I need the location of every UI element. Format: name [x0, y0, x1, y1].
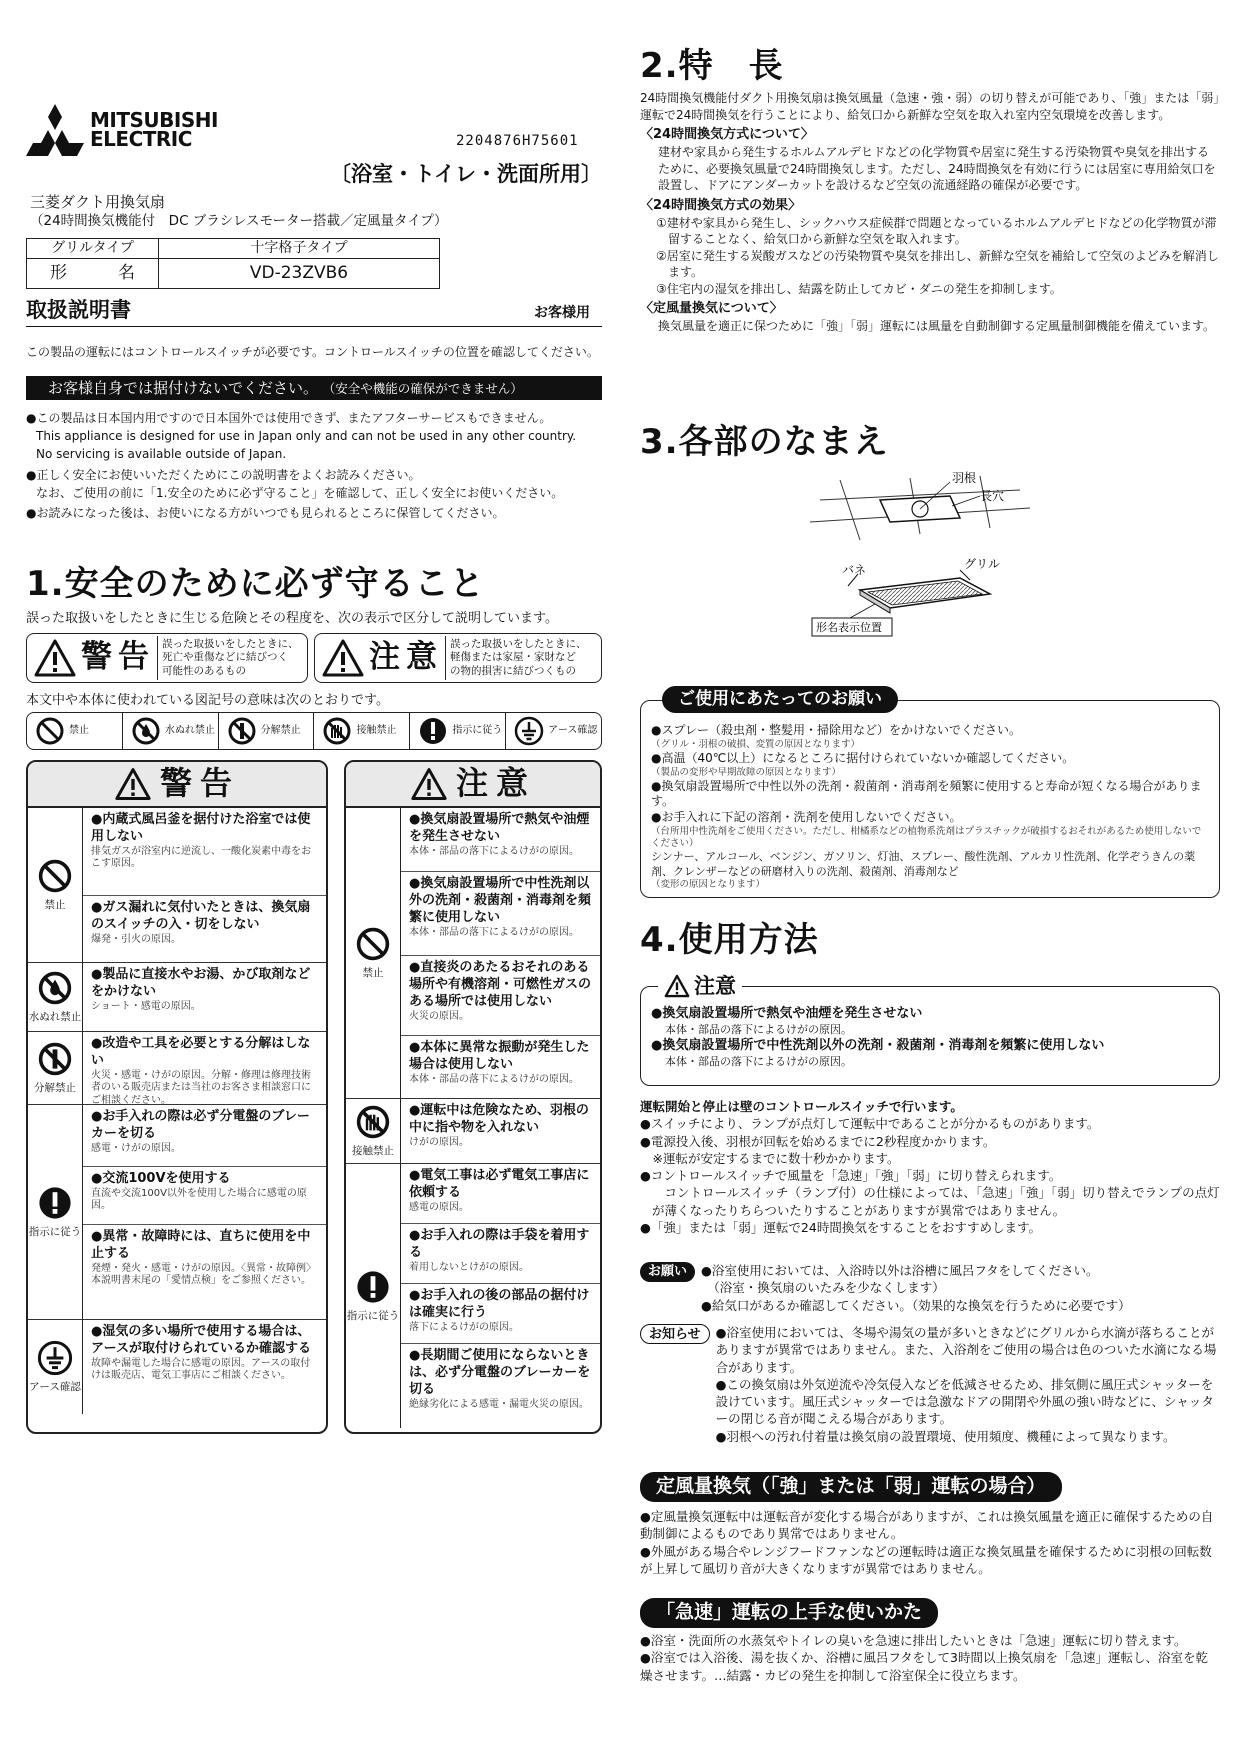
- group-symbol: [28, 1105, 83, 1319]
- group-symbol: [28, 1320, 83, 1414]
- product-subtitle: （24時間換気機能付 DC ブラシレスモーター搭載／定風量タイプ）: [30, 213, 448, 229]
- item-text: ●お手入れの際は手袋を着用する: [409, 1228, 590, 1260]
- install-warning: お客様自身では据付けないでください。: [48, 379, 319, 397]
- note-item: ●お読みになった後は、お使いになる方がいつでも見られるところに保管してください。: [26, 505, 505, 520]
- parts-diagram: [800, 470, 1040, 650]
- item-note: 絶縁劣化による感電・漏電火災の原因。: [409, 1398, 589, 1410]
- no-disassembly-icon: [37, 1041, 73, 1077]
- info-line: ●この換気扇は外気逆流や冷気侵入などを低減させるため、排気側に風圧式シャッターを設けています。風圧式シャッターでは急激なドアの開閉や外風の強い時などに、シャッターの閉じる音が聞こえる場合があります。: [715, 1376, 1214, 1427]
- effect-heading: 〈24時間換気方式の効果〉: [640, 197, 802, 213]
- constant-text: 換気風量を適正に保つために「強」「弱」運転には風量を自動制御する定風量制御機能を備えています。: [658, 319, 1216, 334]
- caution-item: [401, 1344, 600, 1428]
- note-item: ●正しく安全にお使いいただくためにこの説明書をよくお読みください。: [26, 467, 421, 482]
- spec-row: [27, 239, 440, 259]
- operation-heading: 運転開始と停止は壁のコントロールスイッチで行います。: [640, 1099, 963, 1114]
- item-note: 本体・部品の落下によるけがの原因。: [409, 845, 579, 857]
- item-text: ●製品に直接水やお湯、かび取剤などをかけない: [91, 967, 311, 999]
- item-text: ●改造や工具を必要とする分解はしない: [91, 1036, 311, 1068]
- warning-panel-title: 警告: [159, 764, 240, 803]
- item-note: 爆発・引火の原因。: [91, 933, 181, 945]
- group-symbol: [346, 1099, 401, 1163]
- usage-caution-label: [658, 972, 742, 1000]
- section-3-title: 3.各部のなまえ: [640, 422, 889, 462]
- group-symbol-label: 指示に従う: [28, 1225, 82, 1238]
- warning-item: [83, 1105, 326, 1167]
- item-note: 着用しないとけがの原因。: [409, 1261, 529, 1273]
- rapid-mode-title: 「急速」運転の上手な使いかた: [640, 1598, 938, 1628]
- info-pill: お知らせ: [640, 1324, 710, 1344]
- earth-icon: [37, 1340, 73, 1376]
- caution-item: [401, 808, 600, 872]
- symbol-no-water: [123, 713, 219, 749]
- request-subline: （グリル・羽根の破損、変質の原因となります）: [651, 738, 861, 750]
- rapid-mode-line: ●浴室・洗面所の水蒸気やトイレの臭いを急速に排出したいときは「急速」運転に切り替えます。: [640, 1633, 1187, 1648]
- request-line: ●換気扇設置場所で中性以外の洗剤・殺菌剤・消毒剤を頻繁に使用すると寿命が短くなる場合があります。: [651, 778, 1202, 809]
- notes-list: [26, 410, 602, 523]
- item-note: 落下によるけがの原因。: [409, 1321, 519, 1333]
- constant-flow-line: ●外風がある場合やレンジフードファンなどの運転時は適正な換気風量を確保するために羽根の回転数が上昇して風切り音が大きくなりますが異常ではありません。: [640, 1543, 1212, 1576]
- instruction-icon: [418, 716, 448, 746]
- request-title: ご使用にあたってのお願い: [662, 686, 898, 713]
- item-text: ●換気扇設置場所で中性洗剤以外の洗剤・殺菌剤・消毒剤を頻繁に使用しない: [409, 876, 592, 925]
- label-slot: 長穴: [980, 489, 1005, 503]
- group-symbol-label: 接触禁止: [352, 1144, 394, 1157]
- warning-item: [83, 963, 326, 1031]
- caution-item: [401, 956, 600, 1036]
- warning-description: [157, 636, 299, 680]
- symbol-lead: 本文中や本体に使われている図記号の意味は次のとおりです。: [26, 693, 389, 708]
- item-text: ●お手入れの際は必ず分電盤のブレーカーを切る: [91, 1109, 310, 1141]
- symbol-label: 水ぬれ禁止: [164, 725, 215, 737]
- brand-line-2: ELECTRIC: [90, 127, 192, 151]
- caution-triangle-icon: [664, 974, 690, 998]
- group-symbol: [346, 808, 401, 1098]
- warning-item: [83, 808, 326, 896]
- item-text: ●電気工事は必ず電気工事店に依頼する: [409, 1168, 590, 1200]
- group-symbol-label: 禁止: [362, 966, 384, 979]
- caution-legend: [314, 633, 602, 683]
- group-symbol-label: 禁止: [44, 898, 66, 911]
- symbol-legend-row: [26, 712, 602, 750]
- request-note-line: （浴室・換気扇のいたみを少なくします）: [701, 1280, 945, 1296]
- request-note-line: ●給気口があるか確認してください。（効果的な換気を行うために必要です）: [701, 1297, 1131, 1313]
- symbol-label: 禁止: [69, 725, 89, 737]
- item-note: 火災の原因。: [409, 1010, 469, 1022]
- no-touch-icon: [355, 1104, 391, 1140]
- group-symbol-label: 指示に従う: [346, 1309, 400, 1322]
- item-note: 発煙・発火・感電・けがの原因。〈異常・故障例〉本説明書末尾の「愛情点検」をご参照ください。: [91, 1262, 316, 1287]
- warning-group: [28, 1320, 326, 1414]
- warning-item: [83, 1320, 326, 1414]
- group-symbol: [28, 1032, 83, 1104]
- note-item: No servicing is available outside of Japan.: [36, 447, 287, 462]
- brand-logo: [26, 104, 218, 156]
- group-symbol-label: 分解禁止: [34, 1081, 76, 1094]
- note-item: なお、ご使用の前に「1.安全のために必ず守ること」を確認して、正しく安全にお使いください。: [36, 485, 564, 500]
- spec-label: グリルタイプ: [27, 239, 159, 259]
- warning-item: [83, 896, 326, 962]
- warning-desc-line: 可能性のあるもの: [162, 664, 246, 677]
- manual-title: 取扱説明書: [26, 298, 131, 322]
- effect-item: ②居室に発生する炭酸ガスなどの汚染物質や臭気を排出し、新鮮な空気を補給して空気のよどみを解消します。: [656, 248, 1219, 280]
- symbol-label: 指示に従う: [452, 725, 503, 737]
- item-text: ●異常・故障時には、直ちに使用を中止する: [91, 1229, 311, 1261]
- brand-line-1: MITSUBISHI: [90, 108, 218, 132]
- caution-item: ●換気扇設置場所で中性洗剤以外の洗剤・殺菌剤・消毒剤を頻繁に使用しない: [651, 1038, 1105, 1054]
- warning-group: [28, 963, 326, 1032]
- header-divider: [26, 326, 602, 327]
- section-4-title: 4.使用方法: [640, 920, 819, 960]
- info-line: ●浴室使用においては、冬場や湯気の量が多いときなどにグリルから水滴が落ちることがありますが異常ではありません。また、入浴剤をご使用の場合は色のついた水滴になる場合があります。: [715, 1325, 1217, 1375]
- request-line: ●高温（40℃以上）になるところに据付けられていないか確認してください。: [651, 750, 1075, 765]
- document-code: 2204876H75601: [456, 133, 579, 149]
- constant-flow-text: [640, 1508, 1220, 1577]
- symbol-no-touch: [314, 713, 410, 749]
- item-text: ●直接炎のあたるおそれのある場所や有機溶剤・可燃性ガスのある場所では使用しない: [409, 960, 592, 1009]
- spec-table: [26, 238, 440, 289]
- warning-legend: [26, 633, 308, 683]
- effect-item: ③住宅内の湿気を排出し、結露を防止してカビ・ダニの発生を抑制します。: [656, 281, 1062, 296]
- caution-word: 注意: [369, 639, 443, 676]
- spec-row: [27, 259, 440, 289]
- usage-caution-box: [640, 986, 1220, 1086]
- caution-desc-line: 誤った取扱いをしたときに、: [450, 638, 587, 651]
- prohibit-icon: [355, 926, 391, 962]
- item-note: 排気ガスが浴室内に逆流し、一酸化炭素中毒をおこす原因。: [91, 845, 311, 870]
- label-grille: グリル: [964, 557, 1001, 571]
- caution-desc-line: の物的損害に結びつくもの: [450, 664, 576, 677]
- install-warning-sub: （安全や機能の確保ができません）: [322, 381, 523, 396]
- item-text: ●長期間ご使用にならないときは、必ず分電盤のブレーカーを切る: [409, 1348, 591, 1397]
- rapid-mode-text: [640, 1632, 1220, 1684]
- no-water-icon: [37, 970, 73, 1006]
- warning-item: [83, 1032, 326, 1104]
- label-blade: 羽根: [952, 471, 977, 485]
- warning-item: [83, 1225, 326, 1319]
- group-symbol: [346, 1164, 401, 1428]
- operation-line: ●「強」または「弱」運転で24時間換気をすることをおすすめします。: [640, 1219, 1041, 1235]
- group-symbol: [28, 963, 83, 1031]
- symbol-no-disassembly: [219, 713, 315, 749]
- symbol-label: アース確認: [548, 725, 598, 737]
- constant-flow-line: ●定風量換気運転中は運転音が変化する場合がありますが、これは換気風量を適正に確保するための自動制御によるものであり異常ではありません。: [640, 1509, 1214, 1542]
- caution-item: [401, 872, 600, 956]
- operation-text: [640, 1098, 1220, 1236]
- item-note: ショート・感電の原因。: [91, 1000, 201, 1012]
- earth-icon: [514, 716, 544, 746]
- item-text: ●ガス漏れに気付いたときは、換気扇のスイッチの入・切をしない: [91, 900, 311, 932]
- features-intro: 24時間換気機能付ダクト用換気扇は換気風量（急速・強・弱）の切り替えが可能であり、「強」または「弱」運転で24時間換気を行うことにより、給気口から新鮮な空気を取入れ室内空気環境を改善します。: [640, 91, 1220, 122]
- item-note: 本体・部品の落下によるけがの原因。: [409, 926, 579, 938]
- warning-panel: [26, 760, 328, 1434]
- symbol-prohibit: [27, 713, 123, 749]
- caution-description: [445, 636, 587, 680]
- request-subline: （台所用中性洗剤をご使用ください。ただし、柑橘系などの植物系洗剤はプラスチックが破損するおそれがあるため使用しないでください）: [651, 825, 1202, 849]
- caution-panel: [344, 760, 602, 1434]
- item-note: 感電の原因。: [409, 1201, 469, 1213]
- caution-item: [401, 1036, 600, 1098]
- usage-label: 〔浴室・トイレ・洗面所用〕: [330, 162, 602, 186]
- prohibit-icon: [35, 716, 65, 746]
- prohibit-icon: [37, 858, 73, 894]
- label-nameplate: 形名表示位置: [816, 621, 882, 634]
- spec-value: 十字格子タイプ: [159, 239, 440, 259]
- caution-desc-line: 軽傷または家屋・家財など: [450, 651, 576, 664]
- instruction-icon: [355, 1269, 391, 1305]
- label-spring: バネ: [842, 563, 867, 577]
- rapid-mode-line: ●浴室では入浴後、湯を抜くか、浴槽に風呂フタをして3時間以上換気扇を「急速」運転し、浴室を乾燥させます。…結露・カビの発生を抑制して浴室保全に役立ちます。: [640, 1650, 1208, 1683]
- group-symbol-label: 水ぬれ禁止: [28, 1010, 82, 1023]
- warning-panel-header: [28, 762, 326, 808]
- no-touch-icon: [322, 716, 352, 746]
- caution-group: [346, 808, 600, 1099]
- symbol-label: 分解禁止: [260, 725, 301, 737]
- caution-item: [401, 1099, 600, 1163]
- warning-triangle-icon: [33, 638, 77, 678]
- warning-item: [83, 1167, 326, 1225]
- request-subline: （製品の変形や早期故障の原因となります）: [651, 766, 842, 778]
- item-text: ●換気扇設置場所で熱気や油煙を発生させない: [409, 812, 590, 844]
- operation-line: ※運転が安定するまでに数十秒かかります。: [640, 1150, 900, 1166]
- symbol-instruction: [410, 713, 506, 749]
- method-text: 建材や家具から発生するホルムアルデヒドなどの化学物質や居室に発生する汚染物質や臭気を排出するために、必要換気風量で24時間換気します。ただし、24時間換気を有効に行うには居室に専用給気口を設置し、ドアにアンダーカットを設けるなど空気の流通経路の確保が必要です。: [658, 145, 1216, 193]
- caution-label-text: 注意: [694, 974, 736, 998]
- request-notes: [640, 1262, 1220, 1314]
- section-2-title: 2.特 長: [640, 46, 784, 86]
- warning-word: 警告: [81, 639, 155, 676]
- section-1-title: 1.安全のために必ず守ること: [26, 564, 485, 604]
- instruction-icon: [37, 1185, 73, 1221]
- request-box: [640, 700, 1220, 898]
- group-symbol: [28, 808, 83, 962]
- item-note: 故障や漏電した場合に感電の原因。アースの取付けは販売店、電気工事店にご相談ください。: [91, 1357, 311, 1382]
- warning-group: [28, 808, 326, 963]
- operation-line: ●スイッチにより、ランプが点灯して運転中であることが分かるものがあります。: [640, 1116, 1100, 1132]
- method-heading: 〈24時間換気方式について〉: [640, 127, 814, 143]
- caution-triangle-icon: [410, 767, 448, 801]
- caution-panel-header: [346, 762, 600, 808]
- constant-flow-title: 定風量換気（「強」または「弱」運転の場合）: [640, 1472, 1062, 1502]
- item-text: ●本体に異常な振動が発生した場合は使用しない: [409, 1040, 590, 1072]
- warning-desc-line: 誤った取扱いをしたときに、: [162, 638, 299, 651]
- operation-line: コントロールスイッチ（ランプ付）の仕様によっては、「急速」「強」「弱」切り替えでランプの点灯が薄くなったりちらついたりすることがありますが異常ではありません。: [652, 1185, 1220, 1218]
- caution-group: [346, 1164, 600, 1428]
- request-line: シンナー、アルコール、ベンジン、ガソリン、灯油、スプレー、酸性洗剤、アルカリ性洗剤、化学ぞうきんの薬剤、クレンザーなどの研磨材入りの洗剤、殺菌剤、消毒剤など: [651, 850, 1196, 878]
- item-text: ●運転中は危険なため、羽根の中に指や物を入れない: [409, 1103, 589, 1135]
- caution-item: [401, 1284, 600, 1344]
- info-notes: [640, 1324, 1220, 1445]
- product-title: 三菱ダクト用換気扇: [30, 193, 166, 211]
- item-note: 感電・けがの原因。: [91, 1142, 181, 1154]
- section-2-body: [640, 90, 1220, 335]
- install-warning-bar: [26, 376, 602, 400]
- item-note: 火災・感電・けがの原因。分解・修理は修理技術者のいる販売店または当社のお客さま相談窓口にご相談ください。: [91, 1069, 311, 1106]
- item-note: 本体・部品の落下によるけがの原因。: [409, 1073, 579, 1085]
- info-line: ●羽根への汚れ付着量は換気扇の設置環境、使用頻度、機種によって異なります。: [715, 1428, 1176, 1444]
- request-subline: （変形の原因となります）: [651, 878, 766, 890]
- group-symbol-label: アース確認: [29, 1380, 81, 1393]
- symbol-earth: [506, 713, 601, 749]
- request-pill: お願い: [640, 1262, 695, 1282]
- effect-item: ①建材や家具から発生し、シックハウス症候群で問題となっているホルムアルデヒドなどの化学物質が滞留することなく、給気口から新鮮な空気を取入れます。: [656, 215, 1217, 247]
- caution-group: [346, 1099, 600, 1164]
- request-line: ●お手入れに下記の溶剤・洗剤を使用しないでください。: [651, 810, 962, 825]
- three-diamonds-icon: [26, 104, 84, 156]
- caution-item: ●換気扇設置場所で熱気や油煙を発生させない: [651, 1006, 923, 1021]
- section-1-lead: 誤った取扱いをしたときに生じる危険とその程度を、次の表示で区分して説明しています。: [26, 611, 558, 626]
- intro-note: この製品の運転にはコントロールスイッチが必要です。コントロールスイッチの位置を確認してください。: [26, 345, 599, 359]
- request-line: ●スプレー（殺虫剤・整髪用・掃除用など）をかけないでください。: [651, 723, 1021, 737]
- operation-line: ●電源投入後、羽根が回転を始めるまでに2秒程度かかります。: [640, 1133, 996, 1149]
- constant-heading: 〈定風量換気について〉: [640, 301, 783, 317]
- item-text: ●内蔵式風呂釜を据付けた浴室では使用しない: [91, 812, 311, 844]
- symbol-label: 接触禁止: [356, 725, 397, 737]
- spec-value: VD-23ZVB6: [159, 259, 440, 289]
- warning-triangle-icon: [114, 767, 152, 801]
- caution-item: [401, 1164, 600, 1224]
- item-text: ●湿気の多い場所で使用する場合は、アースが取付けられているか確認する: [91, 1324, 311, 1356]
- no-disassembly-icon: [227, 716, 257, 746]
- caution-panel-title: 注意: [455, 764, 536, 803]
- warning-desc-line: 死亡や重傷などに結びつく: [162, 651, 288, 664]
- warning-group: [28, 1105, 326, 1320]
- caution-note: 本体・部品の落下によるけがの原因。: [665, 1022, 852, 1036]
- warning-group: [28, 1032, 326, 1105]
- operation-line: ●コントロールスイッチで風量を「急速」「強」「弱」に切り替えられます。: [640, 1168, 1062, 1183]
- customer-label: お客様用: [534, 305, 590, 321]
- no-water-icon: [131, 716, 161, 746]
- item-text: ●お手入れの後の部品の据付けは確実に行う: [409, 1288, 590, 1320]
- caution-note: 本体・部品の落下によるけがの原因。: [665, 1054, 852, 1068]
- spec-label: 形 名: [27, 259, 159, 289]
- caution-triangle-icon: [321, 638, 365, 678]
- item-note: けがの原因。: [409, 1136, 469, 1148]
- note-item: This appliance is designed for use in Japan only and can not be used in any other country.: [36, 429, 577, 444]
- item-note: 直流や交流100V以外を使用した場合に感電の原因。: [91, 1187, 307, 1212]
- caution-item: [401, 1224, 600, 1284]
- request-note-line: ●浴室使用においては、入浴時以外は浴槽に風呂フタをしてください。: [701, 1263, 1099, 1278]
- item-text: ●交流100Vを使用する: [91, 1171, 231, 1186]
- note-item: ●この製品は日本国内用ですので日本国外では使用できず、またアフターサービスもできません。: [26, 411, 552, 425]
